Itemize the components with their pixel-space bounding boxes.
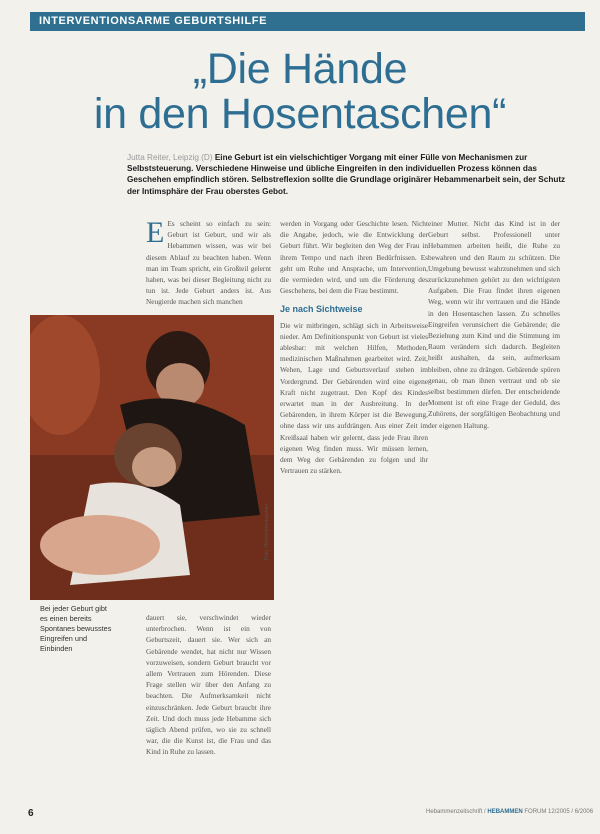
- col3-text: einer Mutter. Nicht das Kind ist in der Geburt selbst. Professionell unter Hebammen arbeiten heißt, die Ruhe zu bewahren und den Raum zu schützen. Die Umgebung bewusst wahrzunehmen und sich zurückzunehmen gehört zu den wichtigsten Aufgaben. Die Frau findet ihren eigenen Weg, wenn wir ihr vertrauen und die Hände in den Hosentaschen lassen. Zu schnelles Eingreifen verunsichert die Gebärende; die Beziehung zum Kind und die Stimmung im Raum verändern sich dadurch. Begleiten heißt aushalten, da sein, aufmerksam bleiben, ohne zu drängen. Gebärende spüren genau, ob man ihnen vertraut und ob sie selbst bestimmen dürfen. Der entscheidende Moment ist oft eine Frage der Geduld, des Zuhörens, der sorgfältigen Beobachtung und der eigenen Haltung.: [428, 219, 560, 430]
- footer-prefix: Hebammenzeitschrift /: [426, 809, 488, 815]
- drop-cap: E: [146, 216, 165, 249]
- subheading: Je nach Sichtweise: [280, 304, 363, 315]
- lead-text: Eine Geburt ist ein vielschichtiger Vorgang mit einer Fülle von Mechanismen zur Selbststeuerung. Verschiedene Hinweise und übliche Eingreifen in den individuellen Prozess können das Geschehen empfindlich stören. Selbstreflexion sollte die Grundlage originärer Hebammenarbeit sein, der Schutz der Intimsphäre der Frau oberstes Gebot.: [127, 153, 566, 196]
- headline-line-2: in den Hosentaschen“: [93, 90, 507, 138]
- birth-photo: [30, 315, 274, 600]
- body-column-2: [280, 218, 428, 476]
- author-line: Jutta Reiter, Leipzig (D): [127, 153, 213, 162]
- col2-top-text: werden in Vorgang oder Geschichte lesen. Nicht die Angabe, jedoch, wie die Entwicklung der Geburt führt. Wir begleiten den Weg der Frau in ihrem Tempo und nach ihren Bedürfnissen. Es geht um Ruhe und Ansprache, um Intervention, die vermieden wird, und um die Förderung des Geschehens, bei dem die Frau bestimmt.: [280, 219, 428, 296]
- lead-paragraph: [127, 152, 567, 197]
- footer-suffix: FORUM 12/2005 / 6/2006: [522, 809, 594, 815]
- section-label-bar: [30, 12, 585, 31]
- photo-caption: Bei jeder Geburt gibt es einen bereits Spontanes bewusstes Eingreifen und Einbinden: [40, 604, 112, 653]
- page-number: 6: [28, 808, 34, 819]
- body-column-1-bottom: [146, 612, 271, 758]
- body-column-3: [428, 218, 560, 431]
- birth-photo-illustration: [30, 315, 274, 600]
- footer-brand: HEBAMMEN: [487, 809, 523, 815]
- photo-credit: Foto: Hebammentaschen: [264, 503, 270, 560]
- body-column-1-top: [146, 218, 271, 308]
- headline-line-1: „Die Hände: [192, 45, 408, 93]
- col1-top-text: Es scheint so einfach zu sein: Geburt ist Geburt, und wir als Hebammen wissen, was wir bei diesem Ablauf zu beachten haben. Wenn man im Team spricht, ein Großteil gelernt haben, was bei dieser Begleitung nicht zu tun ist. Jede Geburt anders ist. Aus Neugierde machen sich manchen: [146, 219, 271, 307]
- col1-bottom-text: dauert sie, verschwindet wieder unterbrochen. Wenn ist ein von Geburtszeit, dauert sie. Wer sich an Gebärende wendet, hat nicht nur Wissen vorzuweisen, sondern Geburt braucht vor allem Vertrauen zum Hörenden. Diese Frage stellen wir über den Anfang zu beachten. Die Aufmerksamkeit nicht einzuschränken. Jede Geburt braucht ihre Zeit. Und doch muss jede Hebamme sich täglich Abend prüfen, wo sie zu schnell war, die die Kunst ist, die Frau und das Kind in Ruhe zu lassen.: [146, 613, 271, 757]
- section-label: INTERVENTIONSARME GEBURTSHILFE: [39, 15, 268, 27]
- footer-line: [426, 809, 593, 815]
- col2-bottom-text: Die wir mitbringen, schlägt sich in Arbeitsweise nieder. Am Definitionspunkt von Geburt ist vieles ablesbar: mit welchen Hilfen, Methoden, medizinischen Maßnahmen gearbeitet wird. Zeit, Wehen, Lage und Geburtsverlauf stehen im Vordergrund. Der Gebärenden wird eine eigene Kraft nicht zugetraut. Den Kopf des Kindes erwartet man in der Ausbreitung. In der Gebärenden, in ihrem Körper ist die Bewegung, ohne dass wir uns aufdrängen. Aus einer Zeit im Kreißsaal haben wir gelernt, dass jede Frau ihren eigenen Weg finden muss. Wir müssen lernen, dem Weg der Gebärenden zu folgen und ihr Vertrauen zu stärken.: [280, 320, 428, 476]
